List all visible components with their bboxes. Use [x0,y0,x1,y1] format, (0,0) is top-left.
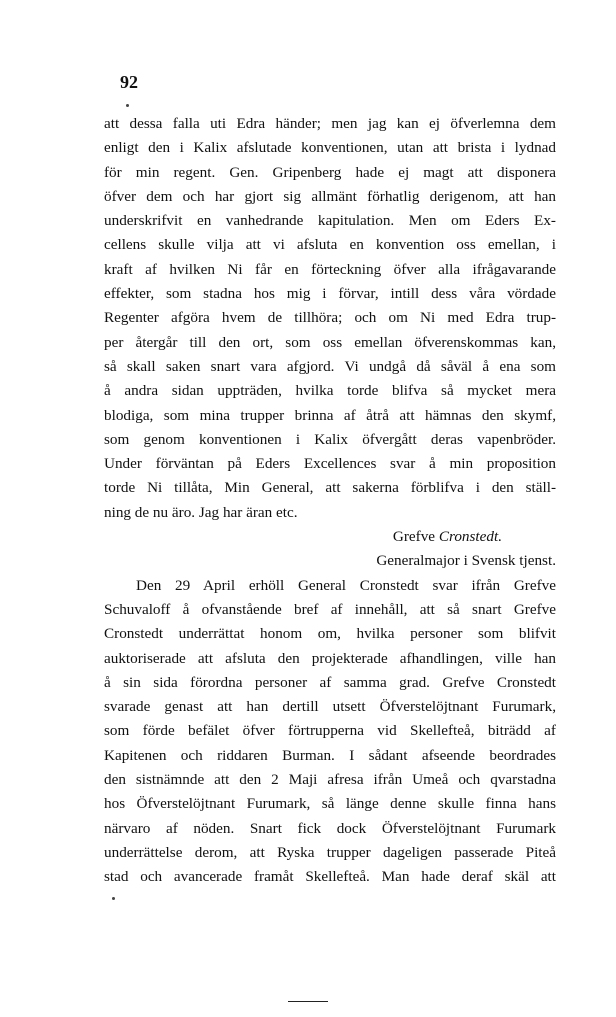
text-line: Schuvaloff å ofvanstående bref af innehåll, att så snart Grefve [104,600,556,618]
text-line: cellens skulle vilja att vi afsluta en konvention oss emellan, i [104,236,556,254]
text-line: närvaro af nöden. Snart fick dock Öfverstelöjtnant Furumark [104,819,556,837]
text-line: svarade genast att han dertill utsett Öfverstelöjtnant Furumark, [104,698,556,716]
text-line: enligt den i Kalix afslutade konventionen, utan att brista i lydnad [104,139,556,157]
text-line: stad och avancerade framåt Skellefteå. Man hade deraf skäl att [104,868,556,886]
text-line: Den 29 April erhöll General Cronstedt svar ifrån Grefve [136,576,556,594]
text-line: effekter, som stadna hos mig i förvar, intill dess våra vördade [104,285,556,303]
text-line: å andra sidan uppträden, hvilka torde blifva så mycket mera [104,382,556,400]
text-line: som genom konventionen i Kalix öfvergått deras vapenbröder. [104,430,556,448]
text-line: Under förväntan på Eders Excellences svar å min proposition [104,455,556,473]
text-line: blodiga, som mina trupper brinna af åtrå att hämnas den skymf, [104,406,556,424]
signature-prefix: Grefve [392,528,439,546]
text-line: så skall saken snart vara afgjord. Vi undgå då såväl å ena som [104,357,556,375]
text-line: att dessa falla uti Edra händer; men jag kan ej öfverlemna dem [104,115,556,132]
text-line: den sistnämnde att den 2 Maji afresa ifrån Umeå och qvarstadna [104,771,556,789]
signature-title: Generalmajor i Svensk tjenst. [376,552,556,570]
text-line: för min regent. Gen. Gripenberg hade ej magt att disponera [104,163,556,181]
page-number: 92 [120,72,138,92]
footer-rule [288,1001,328,1002]
text-line: hos Öfverstelöjtnant Furumark, så länge denne skulle finna hans [104,795,556,813]
document-body [104,112,556,890]
text-line: per återgår till den ort, som oss emellan öfverenskommas kan, [104,333,556,351]
ink-speck [126,104,129,107]
text-line: som förde befälet öfver förtrupperna vid Skellefteå, biträdd af [104,722,556,740]
text-line: torde Ni tillåta, Min General, att sakerna förblifva i den ställ- [104,479,556,497]
text-line: Kapitenen och riddaren Burman. I sådant afseende beordrades [104,746,556,764]
ink-speck [112,897,115,900]
text-line: Cronstedt underrättat honom om, hvilka personer som blifvit [104,625,556,643]
text-line: underrättelse derom, att Ryska trupper dageligen passerade Piteå [104,843,556,861]
text-line: ning de nu äro. Jag har äran etc. [104,503,298,521]
text-line: kraft af hvilken Ni får en förteckning öfver alla ifrågavarande [104,260,556,278]
text-line: å sin sida förordna personer af samma grad. Grefve Cronstedt [104,673,556,691]
text-line: auktoriserade att afsluta den projekterade afhandlingen, ville han [104,649,556,667]
text-line: öfver dem och har gjort sig allmänt förhatlig derigenom, att han [104,187,556,205]
signature-line [104,525,556,549]
text-line: underskrifvit en vanhedrande kapitulation. Men om Eders Ex- [104,212,556,230]
text-line: Regenter afgöra hvem de tillhöra; och om Ni med Edra trup- [104,309,556,327]
signature-name: Cronstedt. [438,528,502,546]
